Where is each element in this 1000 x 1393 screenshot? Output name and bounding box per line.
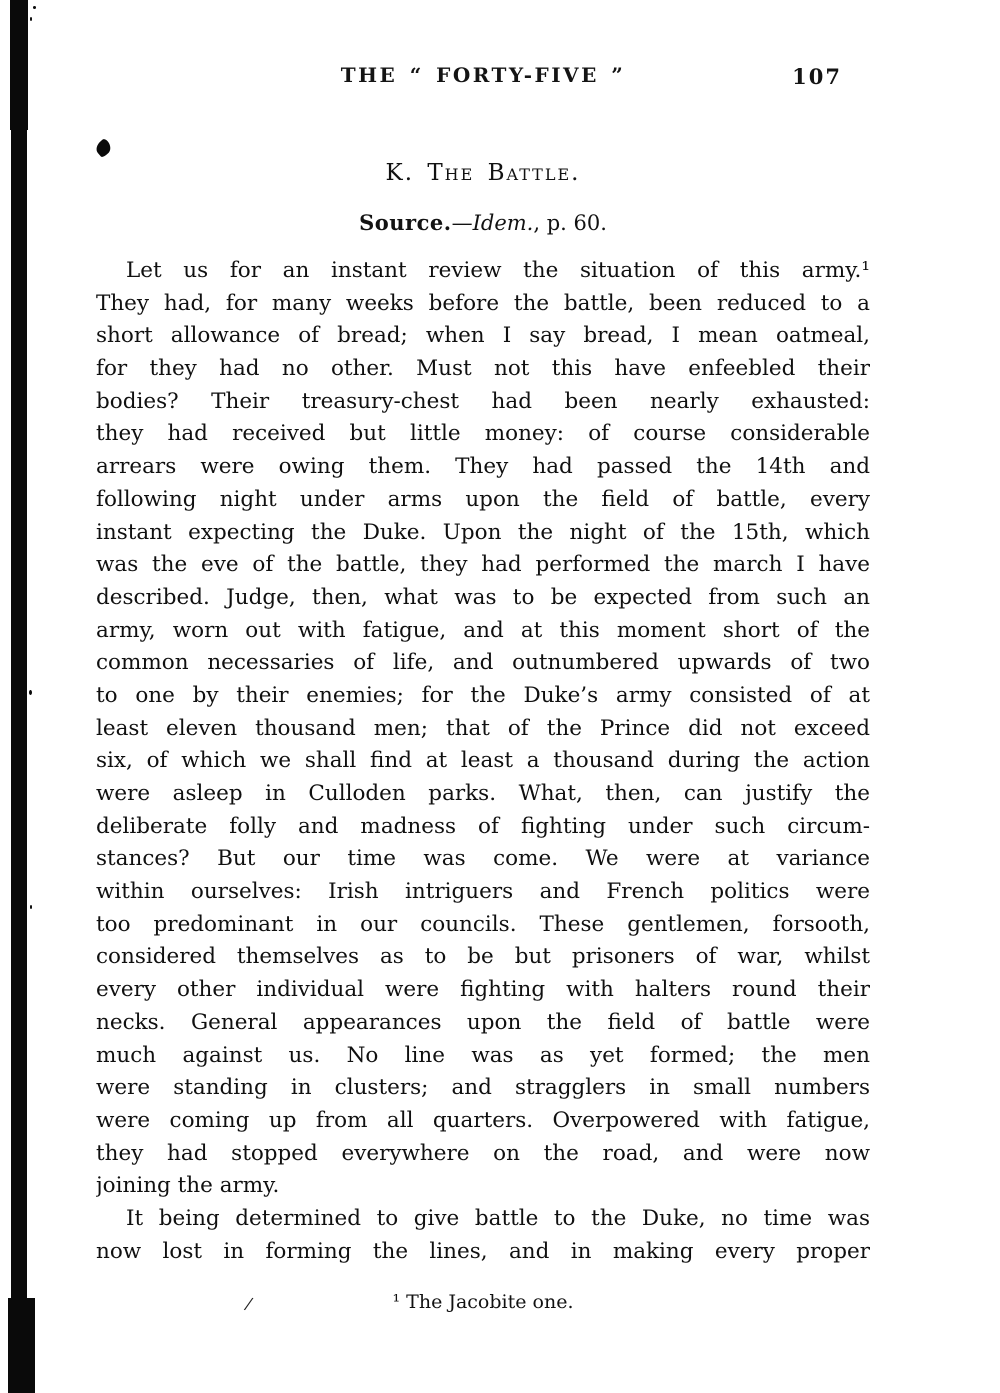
binding-shadow-top [10,0,28,130]
ink-blot-mark [93,138,113,158]
text-line: necks. General appearances upon the field of battle were [96,1009,870,1035]
source-line [96,210,870,235]
text-line: within ourselves: Irish intriguers and French politics were [96,879,870,905]
text-line: least eleven thousand men; that of the Prince did not exceed [96,715,870,741]
text-line: It being determined to give battle to the Duke, no time was [126,1205,870,1231]
text-line: stances? But our time was come. We were at variance [96,846,870,872]
text-line: common necessaries of life, and outnumbered upwards of two [96,650,870,676]
text-line: deliberate folly and madness of fighting under such circum- [96,813,870,839]
scan-speck [29,690,32,695]
source-dash: — [451,211,473,235]
body-text [96,255,870,1268]
text-line: to one by their enemies; for the Duke’s army consisted of at [96,682,870,708]
running-header [96,63,870,93]
text-line: They had, for many weeks before the battle, been reduced to a [96,290,870,316]
text-line: army, worn out with fatigue, and at this moment short of the [96,617,870,643]
text-line: every other individual were fighting with halters round their [96,977,870,1003]
text-line: arrears were owing them. They had passed the 14th and [96,454,870,480]
text-line: they had received but little money: of course considerable [96,421,870,447]
text-line: was the eve of the battle, they had performed the march I have [96,552,870,578]
page-number: 107 [792,64,842,89]
footnote: ¹ The Jacobite one. [392,1291,574,1313]
text-line: now lost in forming the lines, and in making every proper [96,1238,870,1264]
text-line: for they had no other. Must not this have enfeebled their [96,356,870,382]
text-line: too predominant in our councils. These gentlemen, forsooth, [96,911,870,937]
text-line: were standing in clusters; and stragglers in small numbers [96,1075,870,1101]
text-line: short allowance of bread; when I say bread, I mean oatmeal, [96,323,870,349]
text-line: they had stopped everywhere on the road, and were now [96,1140,870,1166]
text-line: were coming up from all quarters. Overpowered with fatigue, [96,1107,870,1133]
text-line: considered themselves as to be but prisoners of war, whilst [96,944,870,970]
source-work-title: Idem. [472,211,534,235]
section-heading: K. The Battle. [385,160,581,186]
source-label: Source. [359,210,452,235]
binding-shadow-bar [11,0,27,1393]
text-line: Let us for an instant review the situation of this army.¹ [126,258,870,283]
running-title: THE “ FORTY-FIVE ” [340,63,626,87]
text-line: six, of which we shall find at least a thousand during the action [96,748,870,774]
text-line: much against us. No line was as yet formed; the men [96,1042,870,1068]
text-line: following night under arms upon the field of battle, every [96,486,870,512]
text-line: described. Judge, then, what was to be expected from such an [96,584,870,610]
scan-speck [30,905,32,909]
scan-speck [33,6,36,9]
stray-pen-mark: / [244,1293,253,1314]
scan-speck [30,17,32,21]
source-page-ref: , p. 60. [533,211,607,235]
text-line: joining the army. [96,1173,280,1199]
text-line: instant expecting the Duke. Upon the night of the 15th, which [96,519,870,545]
text-line: bodies? Their treasury-chest had been nearly exhausted: [96,388,870,414]
binding-shadow-bottom [8,1298,35,1393]
text-line: were asleep in Culloden parks. What, then, can justify the [96,781,870,806]
